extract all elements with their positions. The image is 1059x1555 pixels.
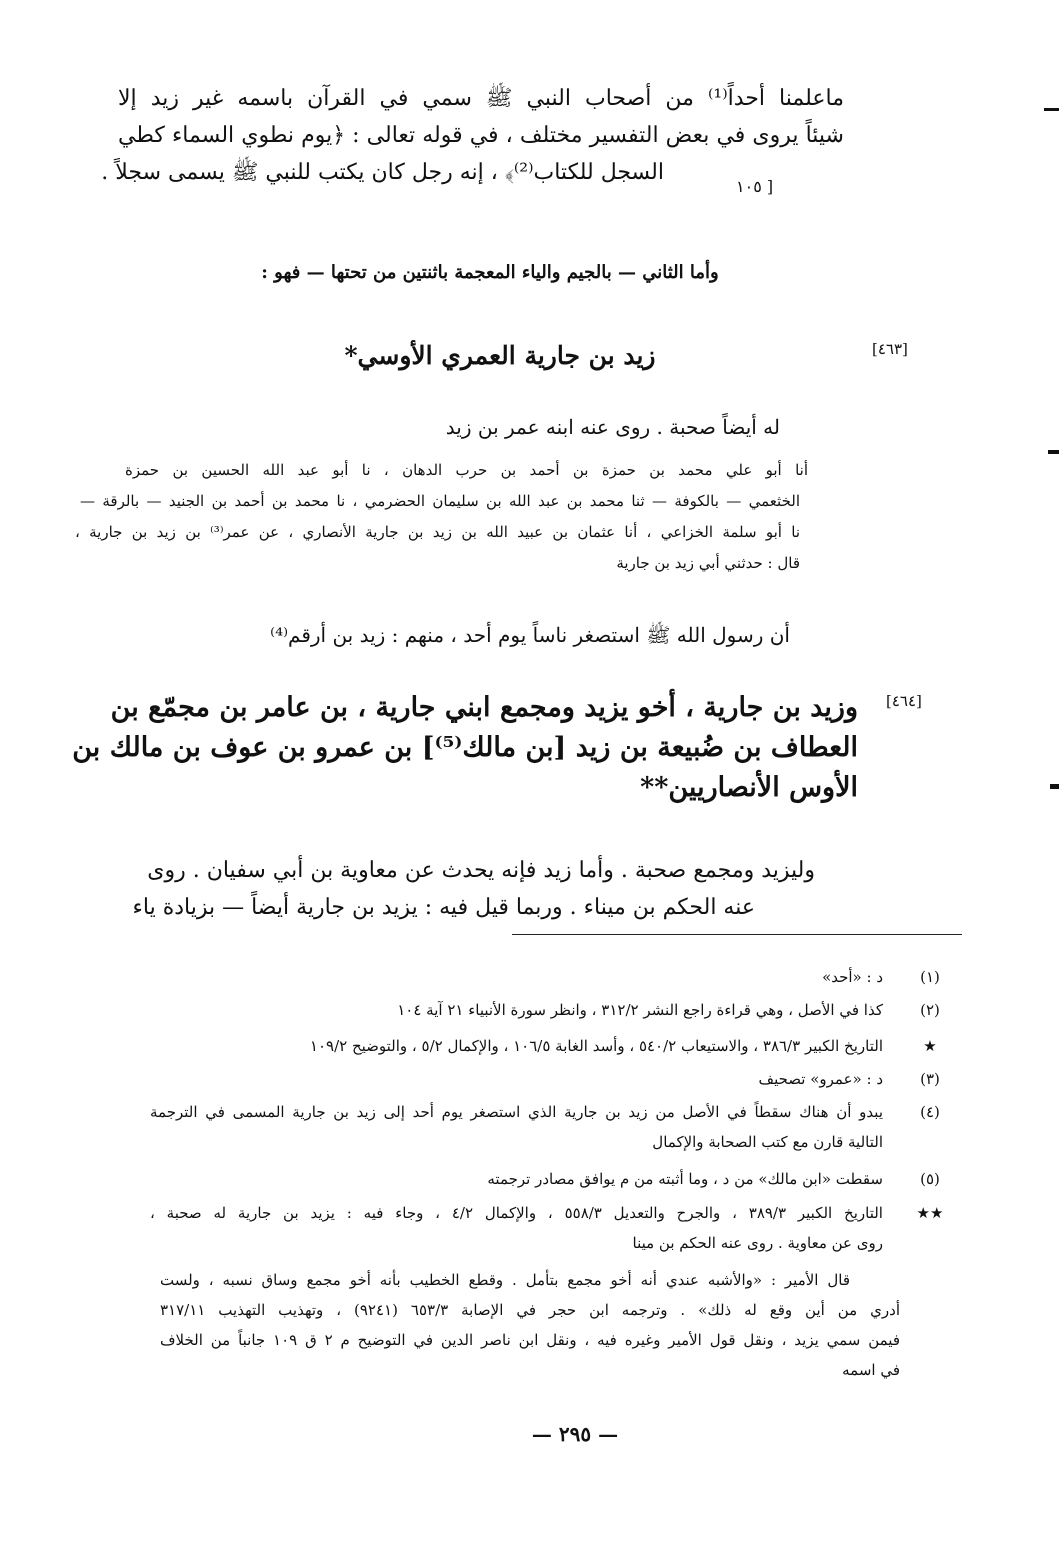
isnad-line-1: أنا أبو علي محمد بن حمزة بن أحمد بن حرب الدهان ، نا أبو عبد الله الحسين بن حمزة	[125, 461, 808, 479]
footnote-marker: (١)	[920, 968, 940, 986]
intro-paragraph	[101, 80, 844, 191]
footnote-marker: (٥)	[920, 1170, 940, 1188]
footnote-marker: ★★	[916, 1204, 944, 1222]
footnote-text: التاريخ الكبير ٣٨٦/٣ ، والاستيعاب ٥٤٠/٢ ، وأسد الغابة ١٠٦/٥ ، والإكمال ٥/٢ ، والتوضيح ١٠٩/٢	[309, 1037, 883, 1055]
entry-463-hadith: أن رسول الله ﷺ استصغر ناساً يوم أحد ، منهم : زيد بن أرقم⁽⁴⁾	[270, 623, 790, 647]
entry-464-body	[132, 852, 815, 926]
entry-number-464: [٤٦٤]	[886, 692, 922, 710]
intro-line-2: شيئاً يروى في بعض التفسير مختلف ، في قوله تعالى : ﴿يوم نطوي السماء كطي	[118, 123, 844, 148]
footnote-text: روى عن معاوية . روى عنه الحكم بن مينا	[632, 1234, 883, 1252]
footnote-separator	[512, 934, 962, 935]
entry-463-isnad	[75, 455, 808, 579]
footnote-text: د : «عمرو» تصحيف	[758, 1070, 883, 1088]
footnote-marker: (٣)	[920, 1070, 940, 1088]
footnote-1	[150, 962, 955, 992]
footnote-text: كذا في الأصل ، وهي قراءة راجع النشر ٣١٢/٢ ، وانظر سورة الأنبياء ٢١ آية ١٠٤	[397, 1001, 883, 1019]
entry-463-body: له أيضاً صحبة . روى عنه ابنه عمر بن زيد	[445, 415, 780, 439]
entry-464-body-line-1: وليزيد ومجمع صحبة . وأما زيد فإنه يحدث عن معاوية بن أبي سفيان . روى	[147, 858, 815, 883]
continuation-line-3: فيمن سمي يزيد ، ونقل قول الأمير وغيره فيه ، ونقل ابن ناصر الدين في التوضيح م ٢ ق ١٠٩ جانباً من الخلاف	[160, 1331, 900, 1349]
isnad-line-4: قال : حدثني أبي زيد بن جارية	[616, 554, 800, 572]
footnote-text: يبدو أن هناك سقطاً في الأصل من زيد بن جارية الذي استصغر يوم أحد إلى زيد بن جارية المسمى في الترجمة	[150, 1103, 883, 1121]
entry-464-body-line-2: عنه الحكم بن ميناء . وربما قيل فيه : يزيد بن جارية أيضاً — بزيادة ياء	[132, 895, 755, 920]
footnote-5	[150, 1164, 955, 1194]
page-reference: [ ١٠٥	[736, 177, 774, 196]
footnote-3	[150, 1064, 955, 1094]
section-heading: وأما الثاني — بالجيم والياء المعجمة باثنتين من تحتها — فهو :	[261, 262, 719, 283]
scan-edge-mark	[1044, 108, 1059, 111]
entry-464-title-line-1: وزيد بن جارية ، أخو يزيد ومجمع ابني جارية ، بن عامر بن مجمّع بن	[110, 692, 858, 723]
entry-463-title: زيد بن جارية العمري الأوسي*	[344, 341, 656, 370]
entry-464-title-line-2: العطاف بن ضُبيعة بن زيد [بن مالك⁽⁵⁾] بن عمرو بن عوف بن مالك بن	[72, 732, 858, 763]
footnote-4	[150, 1097, 955, 1157]
footnote-double-star	[150, 1198, 955, 1258]
scan-edge-mark	[1050, 784, 1059, 789]
isnad-line-2: الخثعمي — بالكوفة — ثنا محمد بن عبد الله بن سليمان الحضرمي ، نا محمد بن أحمد بن الجنيد — بالرقة —	[80, 492, 800, 510]
footnote-2	[150, 995, 955, 1025]
footnote-text: د : «أحد»	[822, 968, 883, 986]
continuation-line-1: قال الأمير : «والأشبه عندي أنه أخو مجمع بتأمل . وقطع الخطيب بأنه أخو مجمع وساق نسبه ، ولست	[160, 1271, 850, 1289]
intro-line-3: السجل للكتاب⁽²⁾﴾ ، إنه رجل كان يكتب للنبي ﷺ يسمى سجلاً .	[101, 160, 664, 185]
footnote-continuation	[160, 1265, 900, 1385]
page-number: — ٢٩٥ —	[531, 1422, 619, 1446]
footnote-text: التاريخ الكبير ٣٨٩/٣ ، والجرح والتعديل ٥٥٨/٣ ، والإكمال ٤/٢ ، وجاء فيه : يزيد بن جارية له صحبة ،	[150, 1204, 883, 1222]
scan-edge-mark	[1048, 450, 1059, 454]
continuation-line-2: أدري من أين وقع له ذلك» . وترجمه ابن حجر في الإصابة ٦٥٣/٣ (٩٢٤١) ، وتهذيب التهذيب ٣١٧/١١	[160, 1301, 900, 1319]
footnote-marker: (٢)	[920, 1001, 940, 1019]
entry-464-title-line-3: الأوس الأنصاريين**	[640, 772, 858, 803]
entry-number-463: [٤٦٣]	[872, 340, 908, 358]
entry-464-title	[72, 688, 858, 808]
isnad-line-3: نا أبو سلمة الخزاعي ، أنا عثمان بن عبيد الله بن زيد بن جارية الأنصاري ، عن عمر⁽³⁾ بن زيد بن جارية ،	[75, 523, 800, 541]
footnote-marker: ★	[923, 1037, 937, 1055]
footnote-star	[150, 1031, 955, 1061]
footnote-text: التالية قارن مع كتب الصحابة والإكمال	[652, 1133, 883, 1151]
footnote-text: سقطت «ابن مالك» من د ، وما أثبته من م يوافق مصادر ترجمته	[487, 1170, 883, 1188]
footnote-marker: (٤)	[920, 1103, 940, 1121]
continuation-line-4: في اسمه	[842, 1361, 900, 1379]
intro-line-1: ماعلمنا أحداً⁽¹⁾ من أصحاب النبي ﷺ سمي في القرآن باسمه غير زيد إلا	[118, 86, 844, 111]
